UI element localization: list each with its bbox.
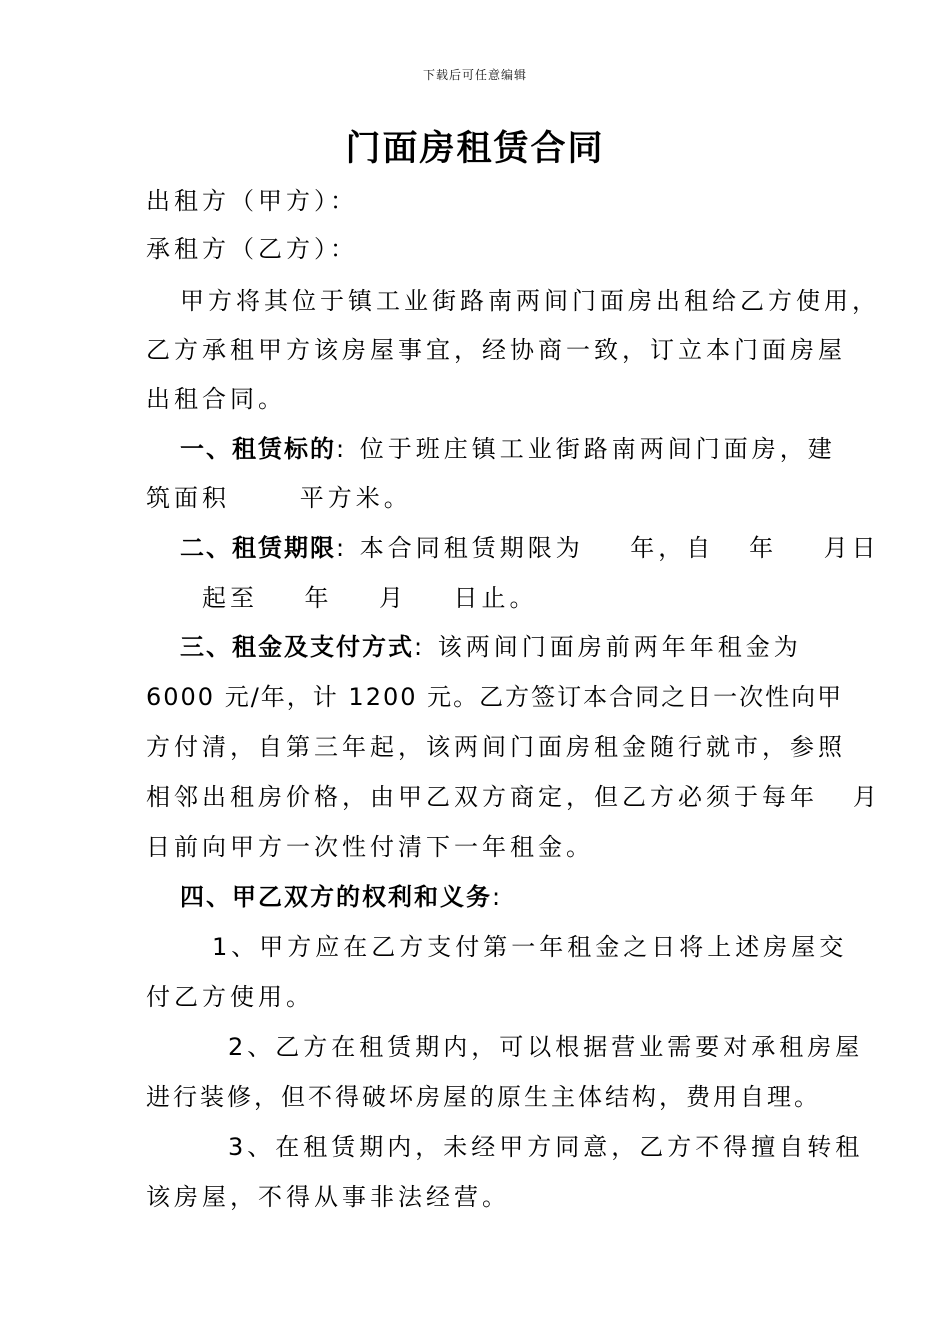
item-1-line-1: 1、甲方应在乙方支付第一年租金之日将上述房屋交 [212,933,848,961]
section-1-heading: 一、租赁标的 [180,435,336,463]
section-2-text: : 本合同租赁期限为 年，自 年 月日 [336,534,880,562]
section-3-heading: 三、租金及支付方式 [180,633,414,661]
intro-line-2: 乙方承租甲方该房屋事宜，经协商一致，订立本门面房屋 [146,336,846,364]
section-4-heading: 四、甲乙双方的权利和义务 [180,883,492,911]
header-note: 下载后可任意编辑 [422,68,527,82]
section-1-line-1 [180,432,836,466]
item-1-line-2: 付乙方使用。 [146,983,314,1011]
item-3-line-2: 该房屋，不得从事非法经营。 [146,1183,510,1211]
section-4-colon: : [492,883,505,911]
party-a-line: 出租方（甲方）： [146,187,358,215]
section-3-line-5: 日前向甲方一次性付清下一年租金。 [146,833,594,861]
section-4-heading-line [180,880,504,914]
party-b-line: 承租方（乙方）： [146,235,358,263]
section-2-line-2: 起至 年 月 日止。 [202,584,538,612]
section-1-line-2: 筑面积 平方米。 [146,484,412,512]
document-title: 门面房租赁合同 [345,129,605,169]
section-3-line-3: 方付清，自第三年起，该两间门面房租金随行就市，参照 [146,733,846,761]
section-3-text: : 该两间门面房前两年年租金为 [414,633,802,661]
section-3-line-4: 相邻出租房价格，由甲乙双方商定，但乙方必须于每年 月 [146,783,881,811]
intro-line-1: 甲方将其位于镇工业街路南两间门面房出租给乙方使用， [180,287,880,315]
item-2-line-2: 进行装修，但不得破坏房屋的原生主体结构，费用自理。 [146,1083,821,1111]
intro-line-3: 出租合同。 [146,385,286,413]
section-2-line-1 [180,531,880,565]
item-3-line-1: 3、在租赁期内，未经甲方同意，乙方不得擅自转租 [228,1133,864,1161]
section-3-line-1 [180,630,802,664]
section-2-heading: 二、租赁期限 [180,534,336,562]
section-3-line-2: 6000 元/年，计 1200 元。乙方签订本合同之日一次性向甲 [146,683,844,711]
item-2-line-1: 2、乙方在租赁期内，可以根据营业需要对承租房屋 [228,1033,864,1061]
section-1-text: : 位于班庄镇工业街路南两间门面房，建 [336,435,836,463]
